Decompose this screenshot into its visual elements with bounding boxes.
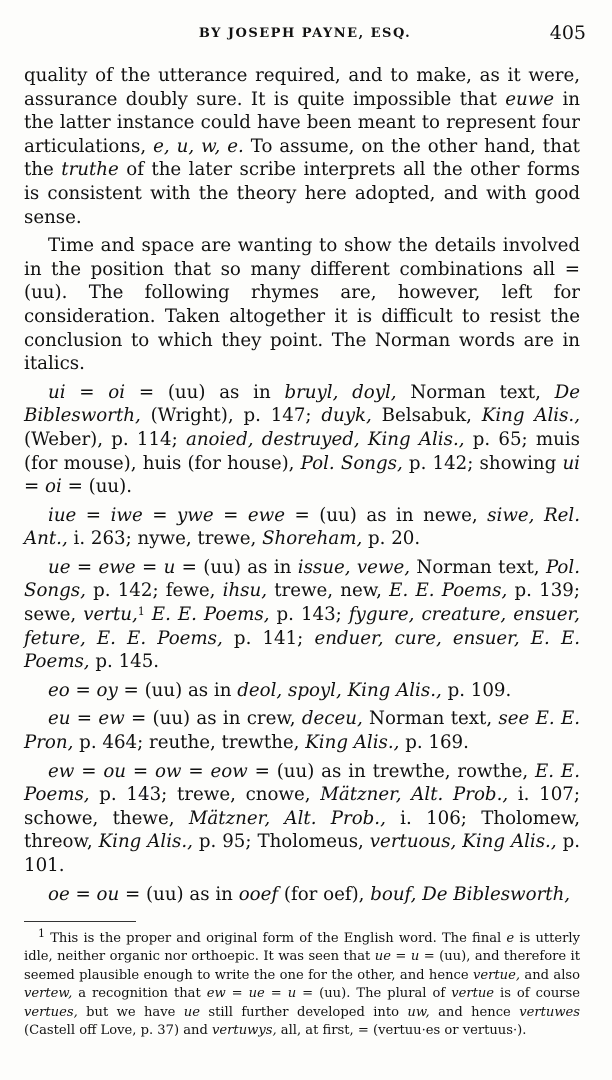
footnote-divider [24, 921, 136, 922]
body-text [24, 64, 580, 906]
paragraph: ui = oi = (uu) as in bruyl, doyl, Norman text, De Biblesworth, (Wright), p. 147; duyk, Belsabuk, King Alis., (Weber), p. 114; anoied, destruyed, King Alis., p. 65; muis (for mouse), huis (for house), Pol. Songs, p. 142; showing ui = oi = (uu). [24, 381, 581, 498]
paragraph: iue = iwe = ywe = ewe = (uu) as in newe, siwe, Rel. Ant., i. 263; nywe, trewe, Shoreham, p. 20. [24, 504, 580, 550]
paragraph: eu = ew = (uu) as in crew, deceu, Norman text, see E. E. Pron, p. 464; reuthe, trewthe, King Alis., p. 169. [24, 708, 580, 754]
paragraph: ue = ewe = u = (uu) as in issue, vewe, Norman text, Pol. Songs, p. 142; fewe, ihsu, trewe, new, E. E. Poems, p. 139; sewe, vertu,$^1$ E. E. Poems, p. 143; fygure, creature, ensuer, feture, E. E. Poems, p. 141; enduer, cure, ensuer, E. E. Poems, p. 145. [24, 556, 580, 673]
paragraph: quality of the utterance required, and to make, as it were, assurance doubly sure. It is quite impossible that euwe in the latter instance could have been meant to represent four articulations, e, u, w, e. To assume, on the other hand, that the truthe of the later scribe interprets all the other forms is consistent with the theory here adopted, and with good sense. [24, 65, 581, 228]
paragraph: oe = ou = (uu) as in ooef (for oef), bouf, De Biblesworth, [48, 883, 571, 905]
paragraph: Time and space are wanting to show the details involved in the position that so many different combinations all = (uu). The following rhymes are, however, left for consideration. Taken altogether it is difficult to resist the conclusion to which they point. The Norman words are in italics. [24, 235, 580, 375]
page-header [24, 22, 586, 46]
page-number: 405 [549, 22, 586, 44]
running-title: BY JOSEPH PAYNE, ESQ. [198, 26, 412, 41]
paragraph: ew = ou = ow = eow = (uu) as in trewthe, rowthe, E. E. Poems, p. 143; trewe, cnowe, Mätzner, Alt. Prob., i. 107; schowe, thewe, Mätzner, Alt. Prob., i. 106; Tholomew, threow, King Alis., p. 95; Tholomeus, vertuous, King Alis., p. 101. [24, 760, 581, 876]
footnote: $^1$ This is the proper and original form of the English word. The final e is utterly idle, neither organic nor orthoepic. It was seen that ue = u = (uu), and therefore it seemed plausible enough to write the one for the other, and hence vertue, and also vertew, a recognition that ew = ue = u = (uu). The plural of vertue is of course vertues, but we have ue still further developed into uw, and hence vertuwes (Castell off Love, p. 37) and vertuwys, all, at first, = (vertuu·es or vertuus·). [24, 927, 581, 1039]
paragraph: eo = oy = (uu) as in deol, spoyl, King Alis., p. 109. [48, 679, 512, 701]
